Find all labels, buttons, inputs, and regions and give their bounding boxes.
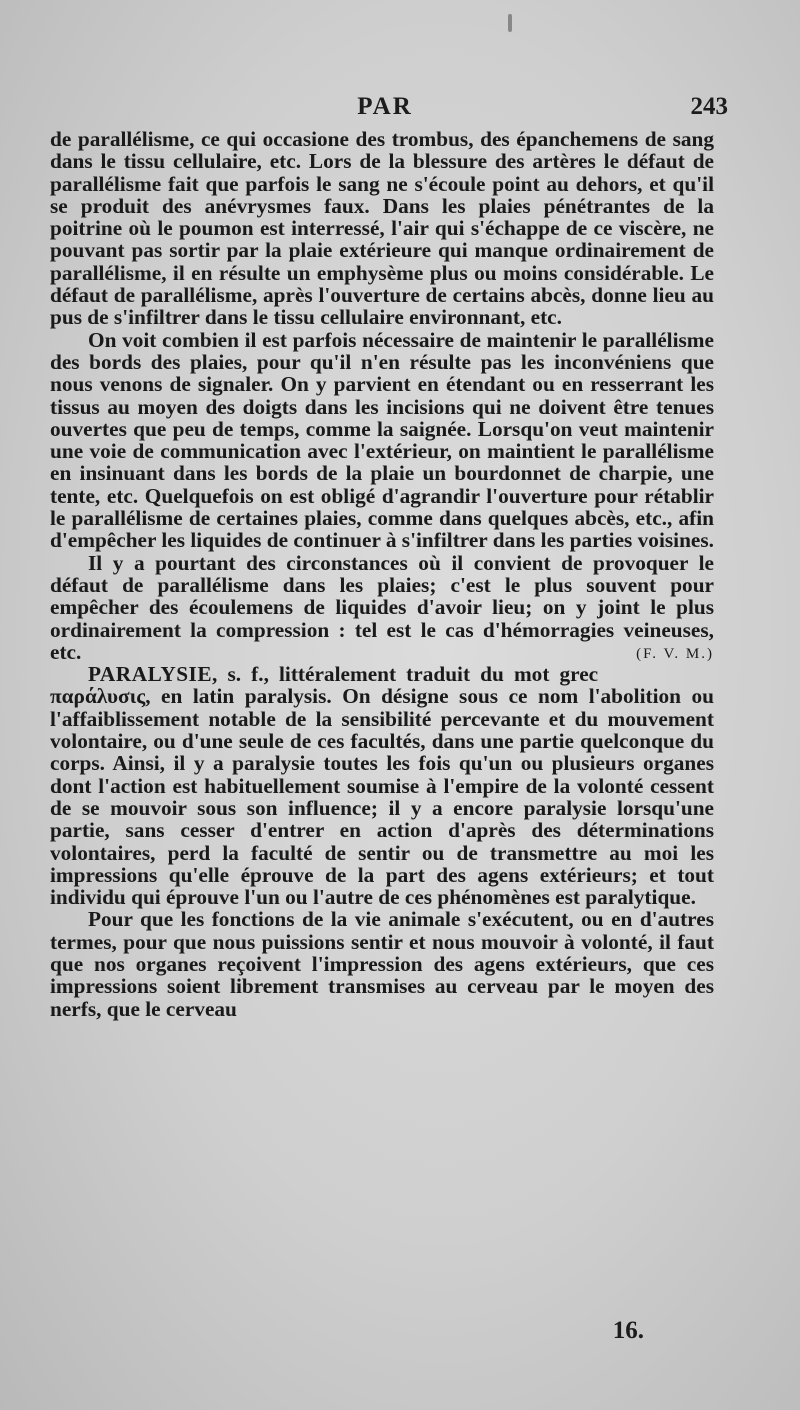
paragraph-text: de parallélisme, ce qui occasione des trombus, des épanchemens de sang dans le tissu cellulaire, etc. Lors de la blessure des artères le défaut de parallélisme fait que parfois le sang ne s'écoule point au dehors, et qu'il se produit des anévrysmes faux. Dans les plaies pénétrantes de la poitrine où le poumon est interressé, l'air qui s'échappe de ce viscère, ne pouvant pas sortir par la plaie extérieure qui manque ordinairement de parallélisme, il en résulte un emphysème plus ou moins considérable. Le défaut de parallélisme, après l'ouverture de certains abcès, donne lieu au pus de s'infiltrer dans le tissu cellulaire environnant, etc. [50,127,714,330]
page-number: 243 [690,93,728,120]
entry-headword: PARALYSIE [88,662,213,687]
page-footer [50,1317,714,1347]
paragraph [50,552,714,663]
body-text [50,128,714,1020]
paragraph-text: Il y a pourtant des circonstances où il convient de provoquer le défaut de parallélisme dans les plaies; c'est le plus souvent pour empêcher des écoulemens de liquides d'avoir lieu; on y joint le plus ordinairement la compression : tel est le cas d'hémorragies veineuses, etc. [50,550,714,664]
paragraph [50,908,714,1019]
page-header [50,93,728,125]
running-head: PAR [357,93,413,120]
author-signature: (F. V. M.) [636,645,714,662]
paragraph [50,663,714,908]
paragraph [50,329,714,552]
paragraph [50,128,714,329]
ink-smudge [508,14,512,32]
printer-signature-mark: 16. [612,1317,644,1344]
paragraph-text: On voit combien il est parfois nécessaire de maintenir le parallélisme des bords des plaies, pour qu'il n'en résulte pas les inconvéniens que nous venons de signaler. On y parvient en étendant ou en resserrant les tissus au moyen des doigts dans les incisions qui ne doivent être tenues ouvertes que peu de temps, comme la saignée. Lorsqu'on veut maintenir une voie de communication avec l'extérieur, on maintient le parallélisme en insinuant dans les bords de la plaie un bourdonnet de charpie, une tente, etc. Quelquefois on est obligé d'agrandir l'ouverture pour rétablir le parallélisme de certaines plaies, comme dans quelques abcès, etc., afin d'empêcher les liquides de continuer à s'infiltrer dans les parties voisines. [50,327,714,553]
paragraph-text: , s. f., littéralement traduit du mot grec παράλυσις, en latin paralysis. On désigne sous ce nom l'abolition ou l'affaiblissement notable de la sensibilité percevante et du mouvement volontaire, ou d'une seule de ces facultés, dans une partie quelconque du corps. Ainsi, il y a paralysie toutes les fois qu'un ou plusieurs organes dont l'action est habituellement soumise à l'empire de la volonté cessent de se mouvoir sous son influence; il y a encore paralysie lorsqu'une partie, sans cesser d'entrer en action d'après des déterminations volontaires, perd la faculté de sentir ou de transmettre au moi les impressions qu'elle éprouve de la part des agens extérieurs; et tout individu qui éprouve l'un ou l'autre de ces phénomènes est paralytique. [50,662,714,910]
paragraph-text: Pour que les fonctions de la vie animale s'exécutent, ou en d'autres termes, pour que nous puissions sentir et nous mouvoir à volonté, il faut que nos organes reçoivent l'impression des agens extérieurs, que ces impressions soient librement transmises au cerveau par le moyen des nerfs, que le cerveau [50,907,714,1021]
